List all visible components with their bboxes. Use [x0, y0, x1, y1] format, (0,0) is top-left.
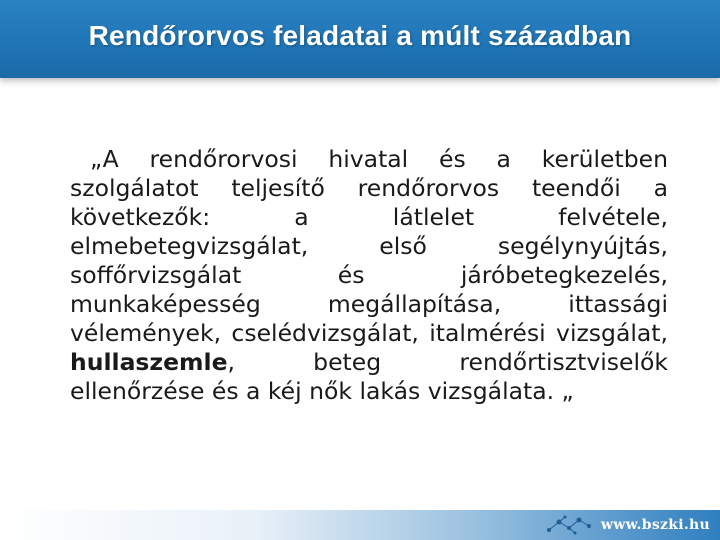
network-logo-icon [545, 514, 595, 536]
body-text-bold: hullaszemle [70, 348, 228, 376]
slide-body-text [70, 145, 668, 406]
body-text-part-1: „A rendőrorvosi hivatal és a kerületben szolgálatot teljesítő rendőrorvos teendői a következők: a látlelet felvétele, elmebetegvizsgálat, első segélynyújtás, soffőrvizsgálat és járóbetegkezelés, munkaképesség megállapítása, ittassági vélemények, cselédvizsgálat, italmérési vizsgálat, [70, 145, 668, 347]
logo-text: www.bszki.hu [600, 517, 710, 533]
footer-logo[interactable] [545, 513, 710, 537]
title-bar [0, 0, 720, 78]
body-text-part-2: , beteg rendőrtisztviselők ellenőrzése és a kéj nők lakás vizsgálata. „ [70, 348, 668, 405]
slide-title: Rendőrorvos feladatai a múlt században [88, 20, 632, 51]
